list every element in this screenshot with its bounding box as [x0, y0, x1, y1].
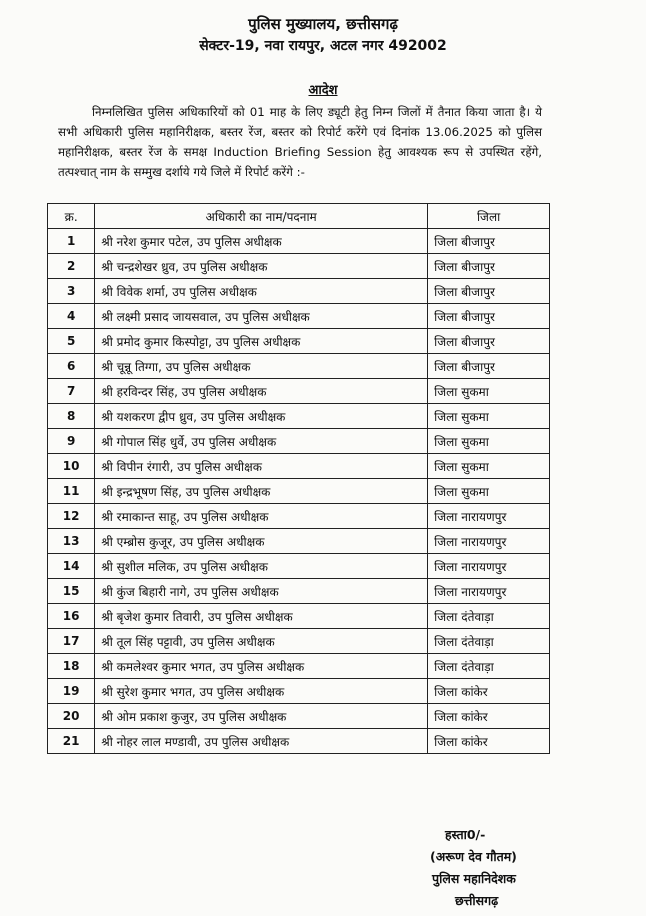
table-row: [48, 254, 550, 279]
serial-number: 21: [48, 729, 95, 754]
table-row: [48, 229, 550, 254]
serial-number: 2: [48, 254, 95, 279]
district-name: जिला दंतेवाड़ा: [428, 604, 550, 629]
table-header-row: [48, 204, 550, 229]
table-row: [48, 379, 550, 404]
table-row: [48, 729, 550, 754]
district-name: जिला नारायणपुर: [428, 554, 550, 579]
officer-name: श्री विवेक शर्मा, उप पुलिस अधीक्षक: [95, 279, 428, 304]
district-name: जिला बीजापुर: [428, 229, 550, 254]
order-paragraph-text: निम्नलिखित पुलिस अधिकारियों को 01 माह के लिए ड्यूटी हेतु निम्न जिलों में तैनात किया जाता है। ये सभी अधिकारी पुलिस महानिरीक्षक, बस्तर रेंज, बस्तर को रिपोर्ट करेंगे एवं दिनांक 13.06.2025 को पुलिस महानिरीक्षक, बस्तर रेंज के समक्ष Induction Briefing Session हेतु आवश्यक रूप से उपस्थित रहेंगे, तत्पश्चात् नाम के सम्मुख दर्शाये गये जिले में रिपोर्ट करेंगे :-: [58, 105, 542, 179]
officer-name: श्री चून्नू तिग्गा, उप पुलिस अधीक्षक: [95, 354, 428, 379]
district-name: जिला कांकेर: [428, 729, 550, 754]
serial-number: 6: [48, 354, 95, 379]
serial-number: 18: [48, 654, 95, 679]
table-row: [48, 304, 550, 329]
header-officer: अधिकारी का नाम/पदनाम: [95, 204, 428, 229]
district-name: जिला कांकेर: [428, 679, 550, 704]
serial-number: 14: [48, 554, 95, 579]
serial-number: 3: [48, 279, 95, 304]
district-name: जिला सुकमा: [428, 454, 550, 479]
district-name: जिला सुकमा: [428, 379, 550, 404]
district-name: जिला नारायणपुर: [428, 504, 550, 529]
district-name: जिला सुकमा: [428, 429, 550, 454]
posting-table: [47, 203, 550, 754]
table-row: [48, 504, 550, 529]
office-address: सेक्टर-19, नवा रायपुर, अटल नगर 492002: [199, 38, 447, 54]
serial-number: 5: [48, 329, 95, 354]
office-name: पुलिस मुख्यालय, छत्तीसगढ़: [248, 15, 398, 33]
district-name: जिला दंतेवाड़ा: [428, 654, 550, 679]
officer-name: श्री एम्ब्रोस कुजूर, उप पुलिस अधीक्षक: [95, 529, 428, 554]
officer-name: श्री रमाकान्त साहू, उप पुलिस अधीक्षक: [95, 504, 428, 529]
table-row: [48, 554, 550, 579]
table-row: [48, 654, 550, 679]
serial-number: 12: [48, 504, 95, 529]
serial-number: 7: [48, 379, 95, 404]
table-row: [48, 479, 550, 504]
serial-number: 15: [48, 579, 95, 604]
officer-name: श्री सुशील मलिक, उप पुलिस अधीक्षक: [95, 554, 428, 579]
serial-number: 17: [48, 629, 95, 654]
officer-name: श्री सुरेश कुमार भगत, उप पुलिस अधीक्षक: [95, 679, 428, 704]
table-row: [48, 629, 550, 654]
officer-name: श्री लक्ष्मी प्रसाद जायसवाल, उप पुलिस अधीक्षक: [95, 304, 428, 329]
serial-number: 13: [48, 529, 95, 554]
table-row: [48, 579, 550, 604]
table-row: [48, 429, 550, 454]
order-paragraph: [58, 102, 542, 182]
district-name: जिला नारायणपुर: [428, 529, 550, 554]
table-row: [48, 679, 550, 704]
table-row: [48, 404, 550, 429]
officer-name: श्री कमलेश्वर कुमार भगत, उप पुलिस अधीक्षक: [95, 654, 428, 679]
table-row: [48, 329, 550, 354]
officer-name: श्री विपीन रंगारी, उप पुलिस अधीक्षक: [95, 454, 428, 479]
district-name: जिला बीजापुर: [428, 279, 550, 304]
district-name: जिला बीजापुर: [428, 304, 550, 329]
district-name: जिला सुकमा: [428, 479, 550, 504]
table-row: [48, 279, 550, 304]
officer-name: श्री तूल सिंह पट्टावी, उप पुलिस अधीक्षक: [95, 629, 428, 654]
officer-name: श्री बृजेश कुमार तिवारी, उप पुलिस अधीक्षक: [95, 604, 428, 629]
signatory-designation: पुलिस महानिदेशक: [432, 871, 516, 886]
officer-name: श्री नोहर लाल मण्डावी, उप पुलिस अधीक्षक: [95, 729, 428, 754]
serial-number: 8: [48, 404, 95, 429]
serial-number: 1: [48, 229, 95, 254]
signatory-state: छत्तीसगढ़: [455, 893, 499, 908]
officer-name: श्री नरेश कुमार पटेल, उप पुलिस अधीक्षक: [95, 229, 428, 254]
signed-mark: हस्ता0/-: [445, 827, 486, 842]
table-row: [48, 454, 550, 479]
order-title: आदेश: [308, 83, 338, 98]
district-name: जिला नारायणपुर: [428, 579, 550, 604]
officer-name: श्री यशकरण द्वीप ध्रुव, उप पुलिस अधीक्षक: [95, 404, 428, 429]
serial-number: 9: [48, 429, 95, 454]
district-name: जिला बीजापुर: [428, 329, 550, 354]
officer-name: श्री इन्द्रभूषण सिंह, उप पुलिस अधीक्षक: [95, 479, 428, 504]
officer-name: श्री कुंज बिहारी नागे, उप पुलिस अधीक्षक: [95, 579, 428, 604]
district-name: जिला बीजापुर: [428, 354, 550, 379]
serial-number: 11: [48, 479, 95, 504]
serial-number: 10: [48, 454, 95, 479]
table-row: [48, 529, 550, 554]
officer-name: श्री ओम प्रकाश कुजुर, उप पुलिस अधीक्षक: [95, 704, 428, 729]
district-name: जिला दंतेवाड़ा: [428, 629, 550, 654]
table-row: [48, 604, 550, 629]
officer-name: श्री हरविन्दर सिंह, उप पुलिस अधीक्षक: [95, 379, 428, 404]
district-name: जिला बीजापुर: [428, 254, 550, 279]
serial-number: 4: [48, 304, 95, 329]
serial-number: 20: [48, 704, 95, 729]
district-name: जिला सुकमा: [428, 404, 550, 429]
officer-name: श्री गोपाल सिंह धुर्वे, उप पुलिस अधीक्षक: [95, 429, 428, 454]
table-row: [48, 704, 550, 729]
officer-name: श्री चन्द्रशेखर ध्रुव, उप पुलिस अधीक्षक: [95, 254, 428, 279]
signatory-name: (अरूण देव गौतम): [430, 849, 517, 864]
serial-number: 19: [48, 679, 95, 704]
district-name: जिला कांकेर: [428, 704, 550, 729]
table-row: [48, 354, 550, 379]
header-serial: क्र.: [48, 204, 95, 229]
officer-name: श्री प्रमोद कुमार किस्पोट्टा, उप पुलिस अधीक्षक: [95, 329, 428, 354]
header-district: जिला: [428, 204, 550, 229]
serial-number: 16: [48, 604, 95, 629]
